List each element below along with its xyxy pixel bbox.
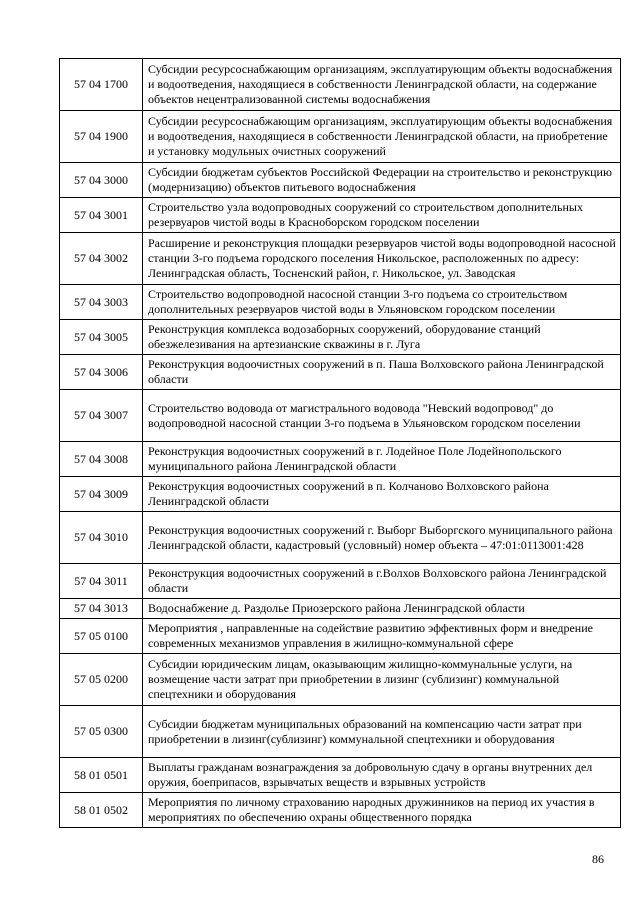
description-cell: Субсидии юридическим лицам, оказывающим жилищно-коммунальные услуги, на возмещение части затрат при приобретении в лизинг (сублизинг) коммунальной спецтехники и оборудования bbox=[143, 654, 621, 706]
code-cell: 57 04 3001 bbox=[60, 198, 143, 233]
code-cell: 57 05 0200 bbox=[60, 654, 143, 706]
table-row bbox=[60, 758, 621, 793]
code-cell: 57 04 3006 bbox=[60, 355, 143, 390]
description-cell: Строительство водовода от магистрального водовода "Невский водопровод" до водопроводной насосной станции 3-го подъема в Ульяновском городском поселении bbox=[143, 390, 621, 442]
code-cell: 57 04 3003 bbox=[60, 285, 143, 320]
code-cell: 57 04 3008 bbox=[60, 442, 143, 477]
code-cell: 57 04 3011 bbox=[60, 564, 143, 599]
description-cell: Мероприятия по личному страхованию народных дружинников на период их участия в мероприятиях по обеспечению охраны общественного порядка bbox=[143, 793, 621, 828]
table-row bbox=[60, 111, 621, 163]
code-cell: 57 04 3009 bbox=[60, 477, 143, 512]
description-cell: Мероприятия , направленные на содействие развитию эффективных форм и внедрение современных механизмов управления в жилищно-коммунальной сфере bbox=[143, 619, 621, 654]
description-cell: Реконструкция комплекса водозаборных сооружений, оборудование станций обезжелезивания на артезианские скважины в г. Луга bbox=[143, 320, 621, 355]
code-cell: 57 04 1900 bbox=[60, 111, 143, 163]
description-cell: Реконструкция водоочистных сооружений в г.Волхов Волховского района Ленинградской области bbox=[143, 564, 621, 599]
description-cell: Субсидии ресурсоснабжающим организациям, эксплуатирующим объекты водоснабжения и водоотведения, находящиеся в собственности Ленинградской области, на приобретение и установку модульных очистных сооружений bbox=[143, 111, 621, 163]
code-cell: 57 04 3005 bbox=[60, 320, 143, 355]
description-cell: Субсидии бюджетам муниципальных образований на компенсацию части затрат при приобретении в лизинг(сублизинг) коммунальной спецтехники и оборудования bbox=[143, 706, 621, 758]
code-cell: 57 05 0100 bbox=[60, 619, 143, 654]
description-cell: Строительство водопроводной насосной станции 3-го подъема со строительством дополнительных резервуаров чистой воды в Ульяновском городском поселении bbox=[143, 285, 621, 320]
table-row bbox=[60, 442, 621, 477]
code-cell: 57 04 1700 bbox=[60, 59, 143, 111]
table-row bbox=[60, 355, 621, 390]
code-cell: 57 05 0300 bbox=[60, 706, 143, 758]
table-row bbox=[60, 320, 621, 355]
table-row bbox=[60, 793, 621, 828]
description-cell: Реконструкция водоочистных сооружений в г. Лодейное Поле Лодейнопольского муниципального района Ленинградской области bbox=[143, 442, 621, 477]
table-row bbox=[60, 599, 621, 619]
budget-code-table bbox=[59, 58, 621, 828]
description-cell: Реконструкция водоочистных сооружений в п. Паша Волховского района Ленинградской области bbox=[143, 355, 621, 390]
description-cell: Водоснабжение д. Раздолье Приозерского района Ленинградской области bbox=[143, 599, 621, 619]
code-cell: 58 01 0501 bbox=[60, 758, 143, 793]
description-cell: Расширение и реконструкция площадки резервуаров чистой воды водопроводной насосной станции 3-го подъема городского поселения Никольское, расположенных по адресу: Ленинградская область, Тосненский район, г. Никольское, ул. Заводская bbox=[143, 233, 621, 285]
table-row bbox=[60, 619, 621, 654]
table-row bbox=[60, 59, 621, 111]
page-number: 86 bbox=[592, 852, 604, 866]
table-row bbox=[60, 198, 621, 233]
code-cell: 57 04 3013 bbox=[60, 599, 143, 619]
table-row bbox=[60, 163, 621, 198]
code-cell: 57 04 3000 bbox=[60, 163, 143, 198]
table-row bbox=[60, 564, 621, 599]
table-row bbox=[60, 477, 621, 512]
description-cell: Субсидии ресурсоснабжающим организациям, эксплуатирующим объекты водоснабжения и водоотведения, находящиеся в собственности Ленинградской области, на содержание объектов нецентрализованной системы водоснабжения bbox=[143, 59, 621, 111]
table-row bbox=[60, 706, 621, 758]
table-row bbox=[60, 512, 621, 564]
description-cell: Строительство узла водопроводных сооружений со строительством дополнительных резервуаров чистой воды в Красноборском городском поселении bbox=[143, 198, 621, 233]
description-cell: Реконструкция водоочистных сооружений г. Выборг Выборгского муниципального района Ленинградской области, кадастровый (условный) номер объекта – 47:01:0113001:428 bbox=[143, 512, 621, 564]
table-row bbox=[60, 233, 621, 285]
table-row bbox=[60, 654, 621, 706]
table-row bbox=[60, 285, 621, 320]
code-cell: 58 01 0502 bbox=[60, 793, 143, 828]
code-cell: 57 04 3002 bbox=[60, 233, 143, 285]
description-cell: Реконструкция водоочистных сооружений в п. Колчаново Волховского района Ленинградской области bbox=[143, 477, 621, 512]
code-cell: 57 04 3010 bbox=[60, 512, 143, 564]
description-cell: Субсидии бюджетам субъектов Российской Федерации на строительство и реконструкцию (модернизацию) объектов питьевого водоснабжения bbox=[143, 163, 621, 198]
description-cell: Выплаты гражданам вознаграждения за добровольную сдачу в органы внутренних дел оружия, боеприпасов, взрывчатых веществ и взрывных устройств bbox=[143, 758, 621, 793]
table-row bbox=[60, 390, 621, 442]
code-cell: 57 04 3007 bbox=[60, 390, 143, 442]
